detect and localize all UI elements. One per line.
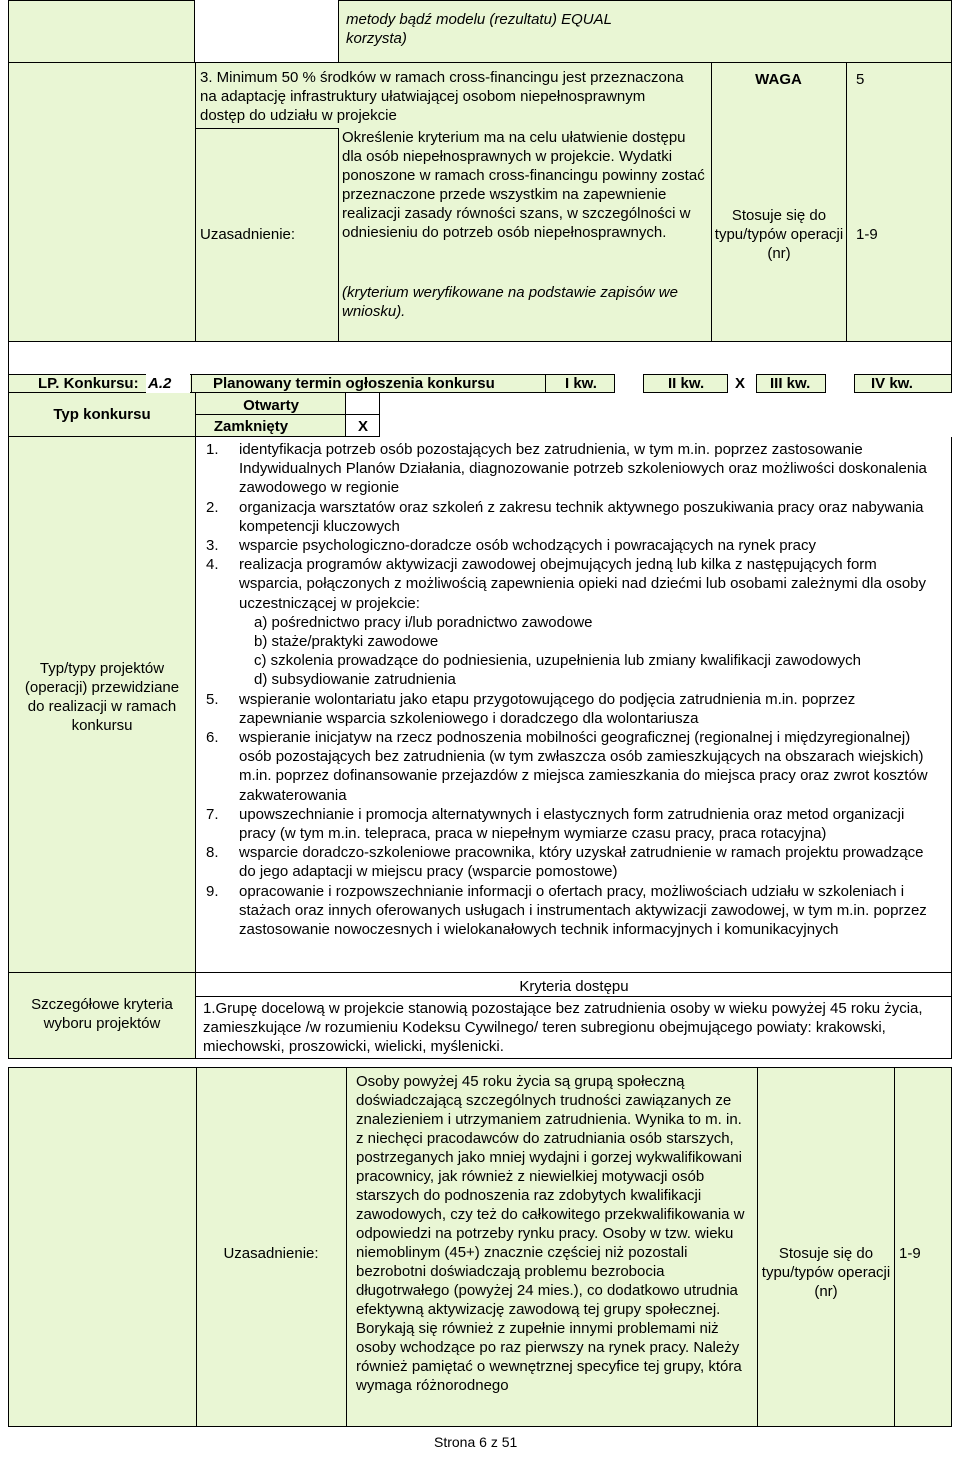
access-header: Kryteria dostępu — [519, 978, 629, 995]
quarter-3-box[interactable] — [825, 374, 855, 393]
sub-item: c) szkolenia prowadzące do podniesienia, uzupełnienia lub zmiany kwalifikacji zawodowych — [254, 652, 861, 670]
header-sep-1 — [191, 374, 192, 393]
list-item: 5. wspieranie wolontariatu jako etapu przygotowującego do podjęcia zatrudnienia m.in. poprzez zapewnianie wsparcia szkoleniowego i doradczego dla wolontariusza — [206, 690, 856, 727]
list-item: 2. organizacja warsztatów oraz szkoleń z zakresu technik aktywnego poszukiwania pracy oraz nabywania kompetencji kluczowych — [206, 498, 924, 535]
lp-label: LP. Konkursu: — [38, 375, 139, 392]
quarter-1-label: I kw. — [565, 375, 597, 392]
sub-item: b) staże/praktyki zawodowe — [254, 633, 439, 651]
list-item: 9. opracowanie i rozpowszechnianie informacji o ofertach pracy, możliwościach udziału w szkoleniach i stażach oraz innych oferowanych usługach i instrumentach aktywizacji zawodowej, w tym m.in. poprzez zastosowanie nowoczesnych i wielokanałowych technik informacyjnych i komunikacyjnych — [206, 882, 927, 939]
quarter-3-label: III kw. — [770, 375, 811, 392]
criterion-title: 3. Minimum 50 % środków w ramach cross-financingu jest przeznaczona na adaptację infrastruktury ułatwiającej osobom niepełnosprawnym dostęp do udziału w projekcie — [200, 69, 684, 124]
contest-open-label: Otwarty — [243, 397, 299, 414]
sub-item: a) pośrednictwo pracy i/lub poradnictwo zawodowe — [254, 613, 593, 631]
bottom-applies-label: Stosuje się do typu/typów operacji (nr) — [761, 1245, 891, 1300]
quarter-4-label: IV kw. — [871, 375, 913, 392]
page-number: Strona 6 z 51 — [434, 1434, 518, 1450]
bottom-divider-value — [894, 1067, 895, 1427]
list-item: 7. upowszechnianie i promocja alternatywnych i elastycznych form zatrudnienia oraz metod organizacji pracy (w tym m.in. telepraca, praca w niepełnym wymiarze czasu pracy, praca rotacyjna) — [206, 805, 905, 843]
criterion-divider-text — [338, 128, 339, 342]
justification-label: Uzasadnienie: — [200, 226, 296, 243]
project-types-list — [196, 440, 936, 939]
weight-label: WAGA — [755, 71, 802, 88]
criterion-divider-weight — [711, 62, 712, 342]
detailed-criteria-label: Szczegółowe kryteria wyboru projektów — [31, 996, 173, 1032]
criterion-title-underline — [195, 128, 338, 129]
quarter-2-mark: X — [735, 375, 746, 392]
quarter-2-label: II kw. — [668, 375, 705, 392]
list-item: 8. wsparcie doradczo-szkoleniowe pracownika, który uzyskał zatrudnienie w ramach projektu prowadzące do jego adaptacji w miejscu pracy (wsparcie pomostowe) — [206, 844, 924, 881]
list-item: 3. wsparcie psychologiczno-doradcze osób wchodzących i powracających na rynek pracy — [206, 537, 816, 555]
criterion-divider-left — [195, 62, 196, 342]
planned-label: Planowany termin ogłoszenia konkursu — [213, 375, 495, 392]
lp-value: A.2 — [148, 375, 172, 392]
header-sep-2 — [545, 374, 546, 393]
verification-note: (kryterium weryfikowane na podstawie zapisów we wniosku). — [342, 284, 678, 320]
spacer-cell — [8, 342, 952, 374]
applies-label: Stosuje się do typu/typów operacji (nr) — [714, 207, 844, 262]
contest-closed-mark: X — [358, 418, 369, 435]
bottom-justification-label: Uzasadnienie: — [223, 1245, 319, 1262]
applies-value: 1-9 — [856, 226, 878, 243]
contest-type-label: Typ konkursu — [53, 406, 151, 423]
method-text: metody bądź modelu (rezultatu) EQUAL korzysta) — [346, 11, 612, 47]
bottom-justification-text: Osoby powyżej 45 roku życia są grupą społeczną doświadczającą szczególnych trudności zawiązanych ze znalezieniem i utrzymaniem zatrudnienia. Wynika to m. in. z niechęci pracodawców do zatrudniania osób starszych, postrzeganych jako mniej wydajni i gorzej wykwalifikowani pracownicy, jak również z niewielkiej motywacji osób starszych do podnoszenia raz zdobytych kwalifikacji zawodowych, czy też do całkowitego przekwalifikowania w odpowiedzi na potrzeby rynku pracy. Osoby w tzw. wieku niemoblinym (45+) znacznie częściej niż pozostali bezrobotni doświadczają problemu bezrobocia długotrwałego (powyżej 24 mies.), co dodatkowo utrudnia efektywną aktywizację zawodową tej grupy społecznej. Borykają się również z zupełnie innymi problemami niż osoby wchodzące po raz pierwszy na rynek pracy. Należy również pamiętać o wewnętrznej specyfice tej grupy, która wymaga różnorodnego — [356, 1073, 745, 1394]
bottom-divider-text — [346, 1067, 347, 1427]
list-item: 4. realizacja programów aktywizacji zawodowej obejmujących jedną lub kilka z następujących form wsparcia, połączonych z możliwością zapewnienia opieki nad dziećmi lub osobami zależnymi dla osoby uczestniczącej w projekcie: a) pośrednictwo pracy i/lub poradnictwo zawodowe b) staże/praktyki zawodowe c) szkolenia prowadzące do podniesienia, uzupełnienia lub zmiany kwalifikacji zawodowych d) subsydiowanie zatrudnienia — [196, 555, 936, 689]
criterion-divider-value — [846, 62, 847, 342]
bottom-applies-value: 1-9 — [899, 1245, 921, 1262]
bottom-divider-weight — [757, 1067, 758, 1427]
top-left-cell — [8, 0, 195, 62]
list-item: 6. wspieranie inicjatyw na rzecz podnoszenia mobilności geograficznej (regionalnej i międzyregionalnej) osób pozostających bez zatrudnienia (w tym zwłaszcza osób zamieszkujących na obszarach wiejskich) m.in. poprzez dofinansowanie przejazdów z miejsca zamieszkania do miejsca pracy oraz zwrot kosztów zakwaterowania — [206, 729, 928, 804]
list-item: 1. identyfikacja potrzeb osób pozostających bez zatrudnienia, w tym m.in. poprzez zastosowanie Indywidualnych Planów Działania, diagnozowanie potrzeb szkoleniowych oraz możliwości doskonalenia zawodowego w regionie — [206, 441, 927, 497]
justification-text: Określenie kryterium ma na celu ułatwienie dostępu dla osób niepełnosprawnych w projekcie. Wydatki ponoszone w ramach cross-financingu powinny zostać przeznaczone przede wszystkim na zapewnienie realizacji zasady równości szans, w szczególności w odniesieniu do potrzeb osób niepełnosprawnych. — [342, 129, 705, 241]
project-types-label: Typ/typy projektów (operacji) przewidziane do realizacji w ramach konkursu — [24, 660, 180, 734]
contest-open-box[interactable] — [346, 393, 380, 415]
contest-closed-label: Zamknięty — [213, 418, 289, 435]
sub-item: d) subsydiowanie zatrudnienia — [254, 671, 456, 689]
access-text: 1.Grupę docelową w projekcie stanowią pozostające bez zatrudnienia osoby w wieku powyżej 45 roku życia, zamieszkujące /w rozumieniu Kodeksu Cywilnego/ teren subregionu obejmującego powiaty: krakowski, miechowski, proszowicki, wielicki, myślenicki. — [203, 1000, 923, 1055]
weight-value: 5 — [856, 71, 865, 88]
quarter-1-box[interactable] — [614, 374, 644, 393]
